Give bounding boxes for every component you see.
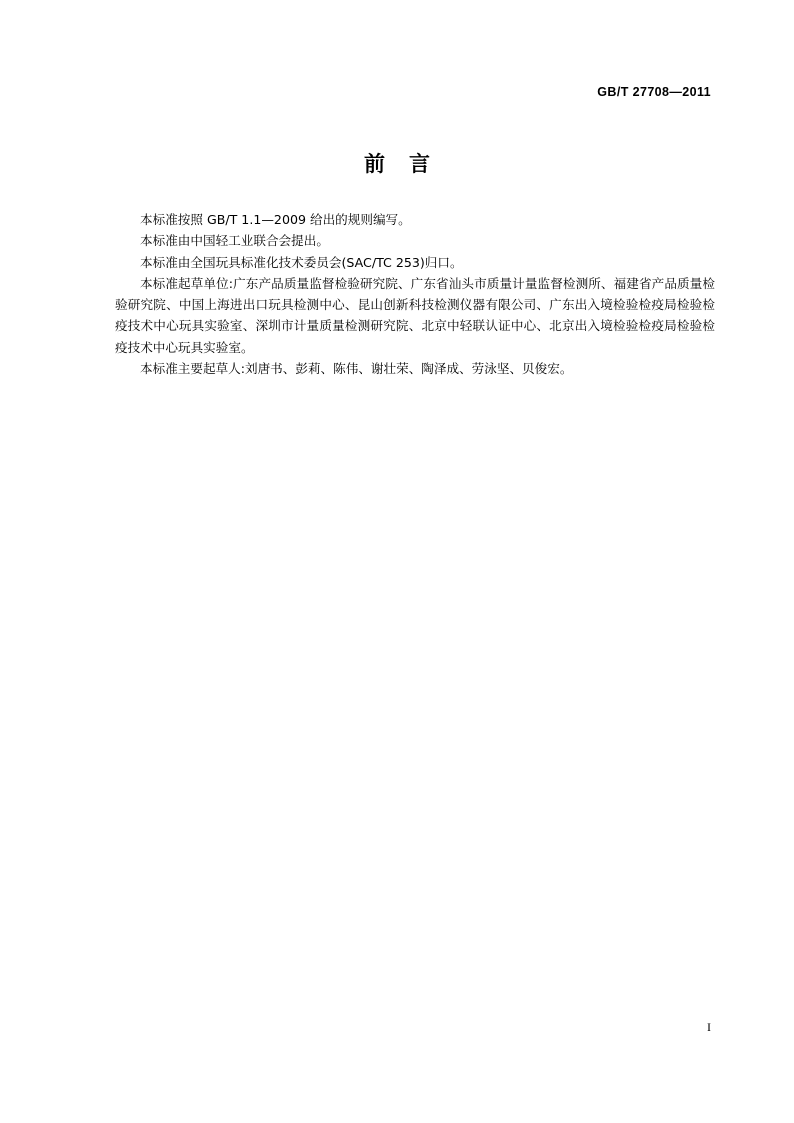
paragraph-2: 本标准由中国轻工业联合会提出。	[140, 233, 329, 249]
paragraph-4: 本标准起草单位:广东产品质量监督检验研究院、广东省汕头市质量计量监督检测所、福建省产品质量检验研究院、中国上海进出口玩具检测中心、昆山创新科技检测仪器有限公司、广东出入境检验检疫局检验检疫技术中心玩具实验室、深圳市计量质量检测研究院、北京中轻联认证中心、北京出入境检验检疫局检验检疫技术中心玩具实验室。	[115, 275, 715, 355]
page-number: I	[707, 1020, 711, 1034]
foreword-body	[115, 209, 715, 379]
page-title-right: 言	[409, 152, 430, 176]
page-title-left: 前	[364, 152, 385, 176]
page-title	[0, 148, 794, 178]
paragraph-3: 本标准由全国玩具标准化技术委员会(SAC/TC 253)归口。	[140, 254, 463, 270]
paragraph-1: 本标准按照 GB/T 1.1—2009 给出的规则编写。	[140, 212, 411, 227]
paragraph-5: 本标准主要起草人:刘唐书、彭莉、陈伟、谢壮荣、陶泽成、劳泳坚、贝俊宏。	[140, 361, 573, 377]
standard-code-header: GB/T 27708—2011	[597, 85, 711, 99]
